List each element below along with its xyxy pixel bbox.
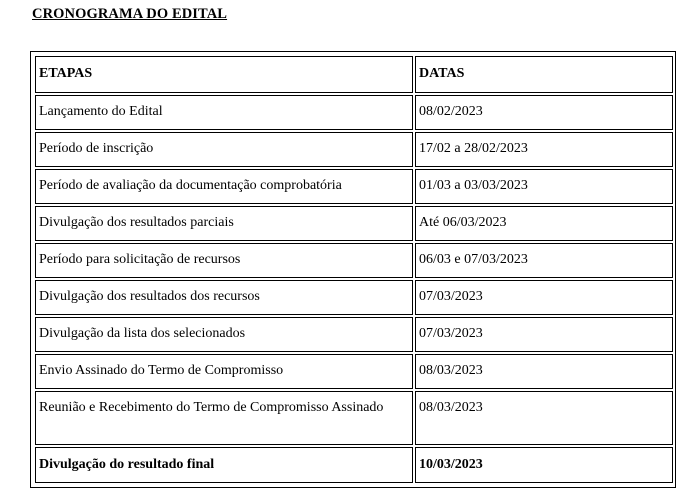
table-row-final [35, 447, 673, 483]
stage-cell: Período de avaliação da documentação comprobatória [35, 169, 413, 204]
stage-cell: Período de inscrição [35, 132, 413, 167]
header-date: DATAS [415, 56, 673, 93]
table-row [35, 206, 673, 241]
table-row [35, 317, 673, 352]
stage-cell: Divulgação da lista dos selecionados [35, 317, 413, 352]
stage-cell: Envio Assinado do Termo de Compromisso [35, 354, 413, 389]
stage-cell: Divulgação do resultado final [35, 447, 413, 483]
date-cell: 06/03 e 07/03/2023 [415, 243, 673, 278]
date-cell: 08/03/2023 [415, 354, 673, 389]
table-header-row [35, 56, 673, 93]
table-row [35, 132, 673, 167]
stage-cell: Período para solicitação de recursos [35, 243, 413, 278]
table-row [35, 169, 673, 204]
header-stage: ETAPAS [35, 56, 413, 93]
table-row [35, 391, 673, 445]
stage-cell: Lançamento do Edital [35, 95, 413, 130]
table-row [35, 243, 673, 278]
stage-cell: Divulgação dos resultados parciais [35, 206, 413, 241]
table-row [35, 95, 673, 130]
stage-cell: Divulgação dos resultados dos recursos [35, 280, 413, 315]
document-title: CRONOGRAMA DO EDITAL [32, 6, 228, 22]
table-row [35, 354, 673, 389]
date-cell: 07/03/2023 [415, 317, 673, 352]
date-cell: Até 06/03/2023 [415, 206, 673, 241]
date-cell: 10/03/2023 [415, 447, 673, 483]
schedule-table-frame [30, 51, 676, 488]
table-row [35, 280, 673, 315]
schedule-table [33, 54, 675, 485]
date-cell: 17/02 a 28/02/2023 [415, 132, 673, 167]
date-cell: 01/03 a 03/03/2023 [415, 169, 673, 204]
date-cell: 07/03/2023 [415, 280, 673, 315]
date-cell: 08/03/2023 [415, 391, 673, 445]
date-cell: 08/02/2023 [415, 95, 673, 130]
stage-cell: Reunião e Recebimento do Termo de Compromisso Assinado [35, 391, 413, 445]
